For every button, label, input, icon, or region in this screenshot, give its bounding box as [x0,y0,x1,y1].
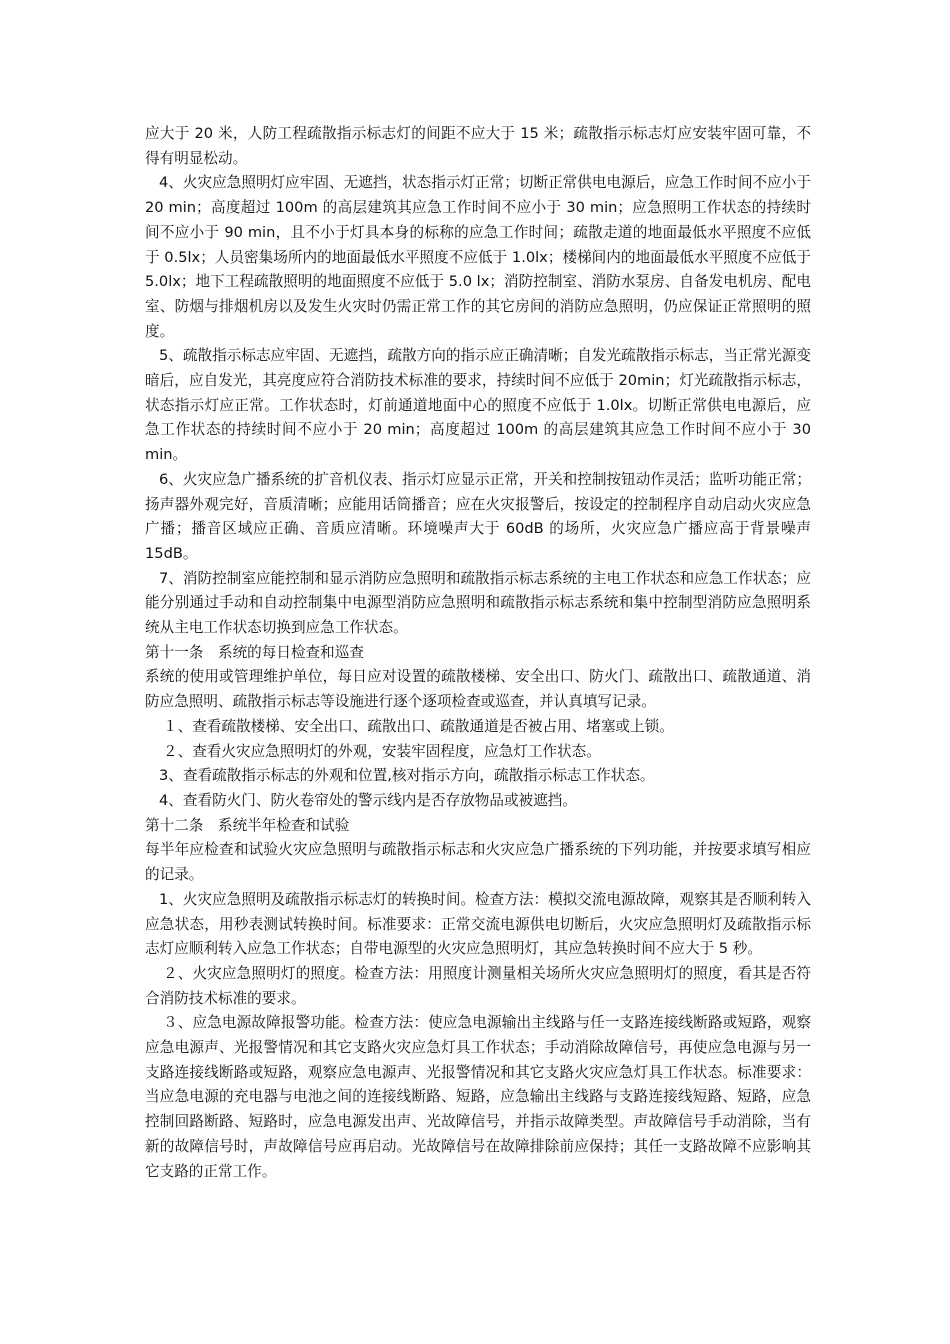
section-heading-article-11: 第十一条 系统的每日检查和巡查 [145,643,364,661]
paragraph-semiannual-item-2: ２、火灾应急照明灯的照度。检查方法：用照度计测量相关场所火灾应急照明灯的照度，看其是否符合消防技术标准的要求。 [145,964,811,1007]
paragraph-daily-item-3: 3、查看疏散指示标志的外观和位置,核对指示方向，疏散指示标志工作状态。 [159,767,655,785]
paragraph-semiannual-item-1: 1、火灾应急照明及疏散指示标志灯的转换时间。检查方法：模拟交流电源故障，观察其是否顺利转入应急状态，用秒表测试转换时间。标准要求：正常交流电源供电切断后，火灾应急照明灯及疏散指示标志灯应顺利转入应急工作状态；自带电源型的火灾应急照明灯，其应急转换时间不应大于 5 秒。 [145,890,811,958]
paragraph-item-5-evacuation-signs: 5、疏散指示标志应牢固、无遮挡，疏散方向的指示应正确清晰；自发光疏散指示标志，当正常光源变暗后，应自发光，其亮度应符合消防技术标准的要求，持续时间不应低于 20min；灯光疏散指示标志，状态指示灯应正常。工作状态时，灯前通道地面中心的照度不应低于 1.0lx。切断正常供电电源后，应急工作状态的持续时间不应小于 20 min；高度超过 100m 的高层建筑其应急工作时间不应小于 30 min。 [145,347,811,464]
paragraph-daily-item-4: 4、查看防火门、防火卷帘处的警示线内是否存放物品或被遮挡。 [159,791,577,809]
paragraph-item-6-emergency-broadcast: 6、火灾应急广播系统的扩音机仪表、指示灯应显示正常，开关和控制按钮动作灵活；监听功能正常；扬声器外观完好，音质清晰；应能用话筒播音；应在火灾报警后，按设定的控制程序自动启动火灾应急广播；播音区域应正确、音质应清晰。环境噪声大于 60dB 的场所，火灾应急广播应高于背景噪声 15dB。 [145,470,811,562]
document-body [145,122,811,1184]
paragraph-semiannual-intro: 每半年应检查和试验火灾应急照明与疏散指示标志和火灾应急广播系统的下列功能，并按要求填写相应的记录。 [145,841,811,884]
section-heading-article-12: 第十二条 系统半年检查和试验 [145,816,350,834]
paragraph-spacing-continued: 应大于 20 米，人防工程疏散指示标志灯的间距不应大于 15 米；疏散指示标志灯应安装牢固可靠，不得有明显松动。 [145,125,811,167]
paragraph-semiannual-item-3: ３、应急电源故障报警功能。检查方法：使应急电源输出主线路与任一支路连接线断路或短路，观察应急电源声、光报警情况和其它支路火灾应急灯具工作状态；手动消除故障信号，再使应急电源与另一支路连接线断路或短路，观察应急电源声、光报警情况和其它支路火灾应急灯具工作状态。标准要求：当应急电源的充电器与电池之间的连接线断路、短路，应急输出主线路与支路连接线短路、短路，应急控制回路断路、短路时，应急电源发出声、光故障信号，并指示故障类型。声故障信号手动消除，当有新的故障信号时，声故障信号应再启动。光故障信号在故障排除前应保持；其任一支路故障不应影响其它支路的正常工作。 [145,1014,811,1180]
paragraph-daily-item-2: ２、查看火灾应急照明灯的外观，安装牢固程度，应急灯工作状态。 [163,742,601,760]
paragraph-daily-item-1: １、查看疏散楼梯、安全出口、疏散出口、疏散通道是否被占用、堵塞或上锁。 [163,717,674,735]
paragraph-item-4-emergency-lighting: 4、火灾应急照明灯应牢固、无遮挡，状态指示灯正常；切断正常供电电源后，应急工作时间不应小于 20 min；高度超过 100m 的高层建筑其应急工作时间不应小于 30 min；应急照明工作状态的持续时间不应小于 90 min，且不小于灯具本身的标称的应急工作时间；疏散走道的地面最低水平照度不应低于 0.5lx；人员密集场所内的地面最低水平照度不应低于 1.0lx；楼梯间内的地面最低水平照度不应低于 5.0lx；地下工程疏散照明的地面照度不应低于 5.0 lx；消防控制室、消防水泵房、自备发电机房、配电室、防烟与排烟机房以及发生火灾时仍需正常工作的其它房间的消防应急照明，仍应保证正常照明的照度。 [145,174,811,340]
paragraph-daily-inspection: 系统的使用或管理维护单位，每日应对设置的疏散楼梯、安全出口、防火门、疏散出口、疏散通道、消防应急照明、疏散指示标志等设施进行逐个逐项检查或巡查，并认真填写记录。 [145,668,811,711]
paragraph-item-7-control-room: 7、消防控制室应能控制和显示消防应急照明和疏散指示标志系统的主电工作状态和应急工作状态；应能分别通过手动和自动控制集中电源型消防应急照明和疏散指示标志系统和集中控制型消防应急照明系统从主电工作状态切换到应急工作状态。 [145,569,811,637]
